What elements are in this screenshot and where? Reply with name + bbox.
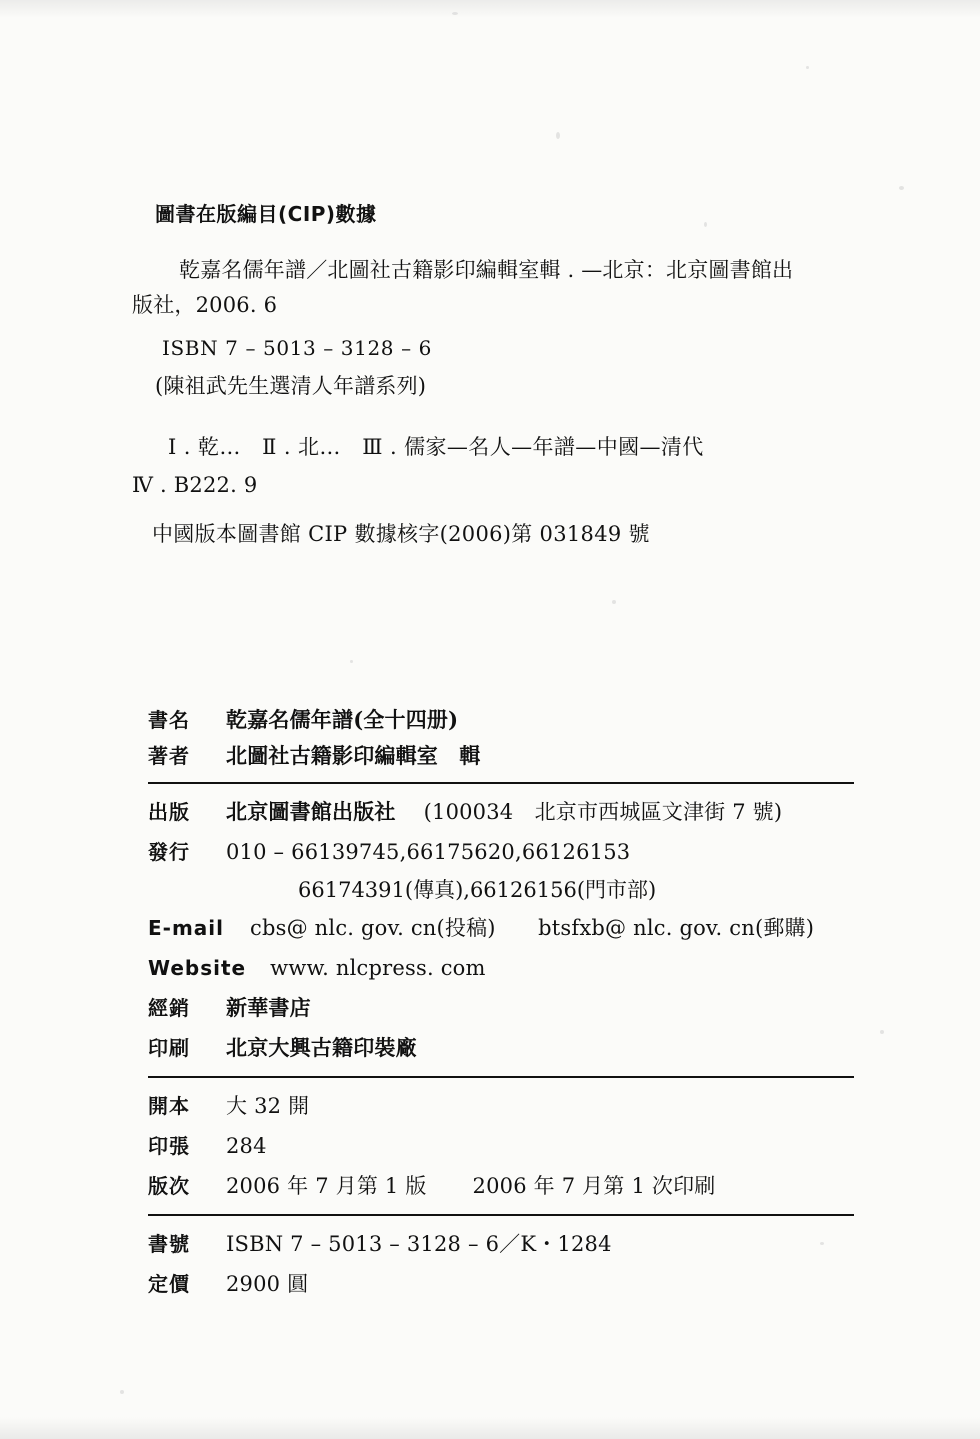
colophon-group-title — [148, 700, 860, 776]
cip-series-note: (陳祖武先生選清人年譜系列) — [155, 374, 427, 398]
author-label: 著者 — [148, 744, 190, 768]
author-value: 北圖社古籍影印編輯室 輯 — [226, 743, 481, 768]
cip-heading: 圖書在版編目(CIP)數據 — [155, 202, 377, 226]
divider-rule — [148, 1214, 854, 1216]
scan-speck — [806, 66, 809, 69]
website-value: www. nlcpress. com — [270, 956, 486, 980]
price-label: 定價 — [148, 1272, 190, 1296]
colophon-row-printing — [148, 1028, 860, 1068]
edition-value: 2006 年 7 月第 1 版 — [226, 1174, 427, 1198]
publisher-address: (100034 北京市西城區文津街 7 號) — [423, 800, 783, 824]
website-label: Website — [148, 956, 247, 980]
publisher-label: 出版 — [148, 800, 190, 824]
sales-label: 經銷 — [148, 996, 190, 1020]
scan-speck — [612, 600, 616, 604]
colophon-block — [148, 700, 860, 1306]
distribution-label: 發行 — [148, 840, 190, 864]
title-value: 乾嘉名儒年譜(全十四册) — [226, 707, 459, 732]
colophon-row-booknumber — [148, 1224, 860, 1264]
scan-speck — [556, 132, 560, 139]
email-value: cbs@ nlc. gov. cn(投稿) btsfxb@ nlc. gov. cn(郵購) — [250, 916, 815, 940]
distribution-value-secondary: 66174391(傳真),66126156(門市部) — [298, 878, 657, 902]
cip-classification-number: Ⅳ . B222. 9 — [132, 473, 258, 497]
colophon-row-edition — [148, 1166, 860, 1206]
printing-label: 印刷 — [148, 1036, 190, 1060]
booknumber-value: ISBN 7 – 5013 – 3128 – 6／K・1284 — [226, 1232, 612, 1256]
colophon-row-sheets — [148, 1126, 860, 1166]
colophon-group-number-price — [148, 1222, 860, 1306]
colophon-row-distribution — [148, 832, 860, 872]
divider-rule — [148, 782, 854, 784]
colophon-row-sales — [148, 988, 860, 1028]
colophon-row-format — [148, 1086, 860, 1126]
cip-title-statement-line2: 版社，2006. 6 — [132, 293, 278, 317]
sheets-label: 印張 — [148, 1134, 190, 1158]
scan-speck — [350, 660, 353, 663]
colophon-row-title — [148, 702, 860, 738]
edition-label: 版次 — [148, 1174, 190, 1198]
cip-subject-headings: Ⅰ . 乾… Ⅱ . 北… Ⅲ . 儒家—名人—年譜—中國—清代 — [168, 435, 704, 459]
format-label: 開本 — [148, 1094, 190, 1118]
scan-speck — [120, 1390, 124, 1394]
colophon-row-price — [148, 1264, 860, 1304]
colophon-row-website — [148, 948, 860, 988]
colophon-group-publisher — [148, 790, 860, 1070]
colophon-row-email — [148, 908, 860, 948]
scan-speck — [704, 222, 707, 227]
colophon-group-specs — [148, 1084, 860, 1208]
distribution-value: 010 – 66139745,66175620,66126153 — [226, 840, 631, 864]
publisher-value: 北京圖書館出版社 — [226, 799, 396, 824]
price-value: 2900 圓 — [226, 1272, 309, 1296]
page-edge-shadow-bottom — [0, 1417, 980, 1439]
sales-value: 新華書店 — [226, 995, 311, 1020]
email-label: E-mail — [148, 916, 225, 940]
title-label: 書名 — [148, 708, 190, 732]
colophon-row-author — [148, 738, 860, 774]
divider-rule — [148, 1076, 854, 1078]
booknumber-label: 書號 — [148, 1232, 190, 1256]
cip-registration-number: 中國版本圖書館 CIP 數據核字(2006)第 031849 號 — [152, 522, 650, 546]
colophon-row-publisher — [148, 792, 860, 832]
scan-speck — [880, 1030, 884, 1034]
format-value: 大 32 開 — [226, 1094, 310, 1118]
printing-value: 北京大興古籍印裝廠 — [226, 1035, 417, 1060]
sheets-value: 284 — [226, 1134, 267, 1158]
cip-isbn: ISBN 7 – 5013 – 3128 – 6 — [162, 336, 432, 360]
scan-speck — [452, 12, 458, 15]
page-edge-shadow-top — [0, 0, 980, 18]
impression-value: 2006 年 7 月第 1 次印刷 — [472, 1174, 716, 1198]
scan-speck — [899, 186, 904, 190]
cip-title-statement-line1: 乾嘉名儒年譜／北圖社古籍影印編輯室輯 . —北京：北京圖書館出 — [179, 258, 794, 282]
